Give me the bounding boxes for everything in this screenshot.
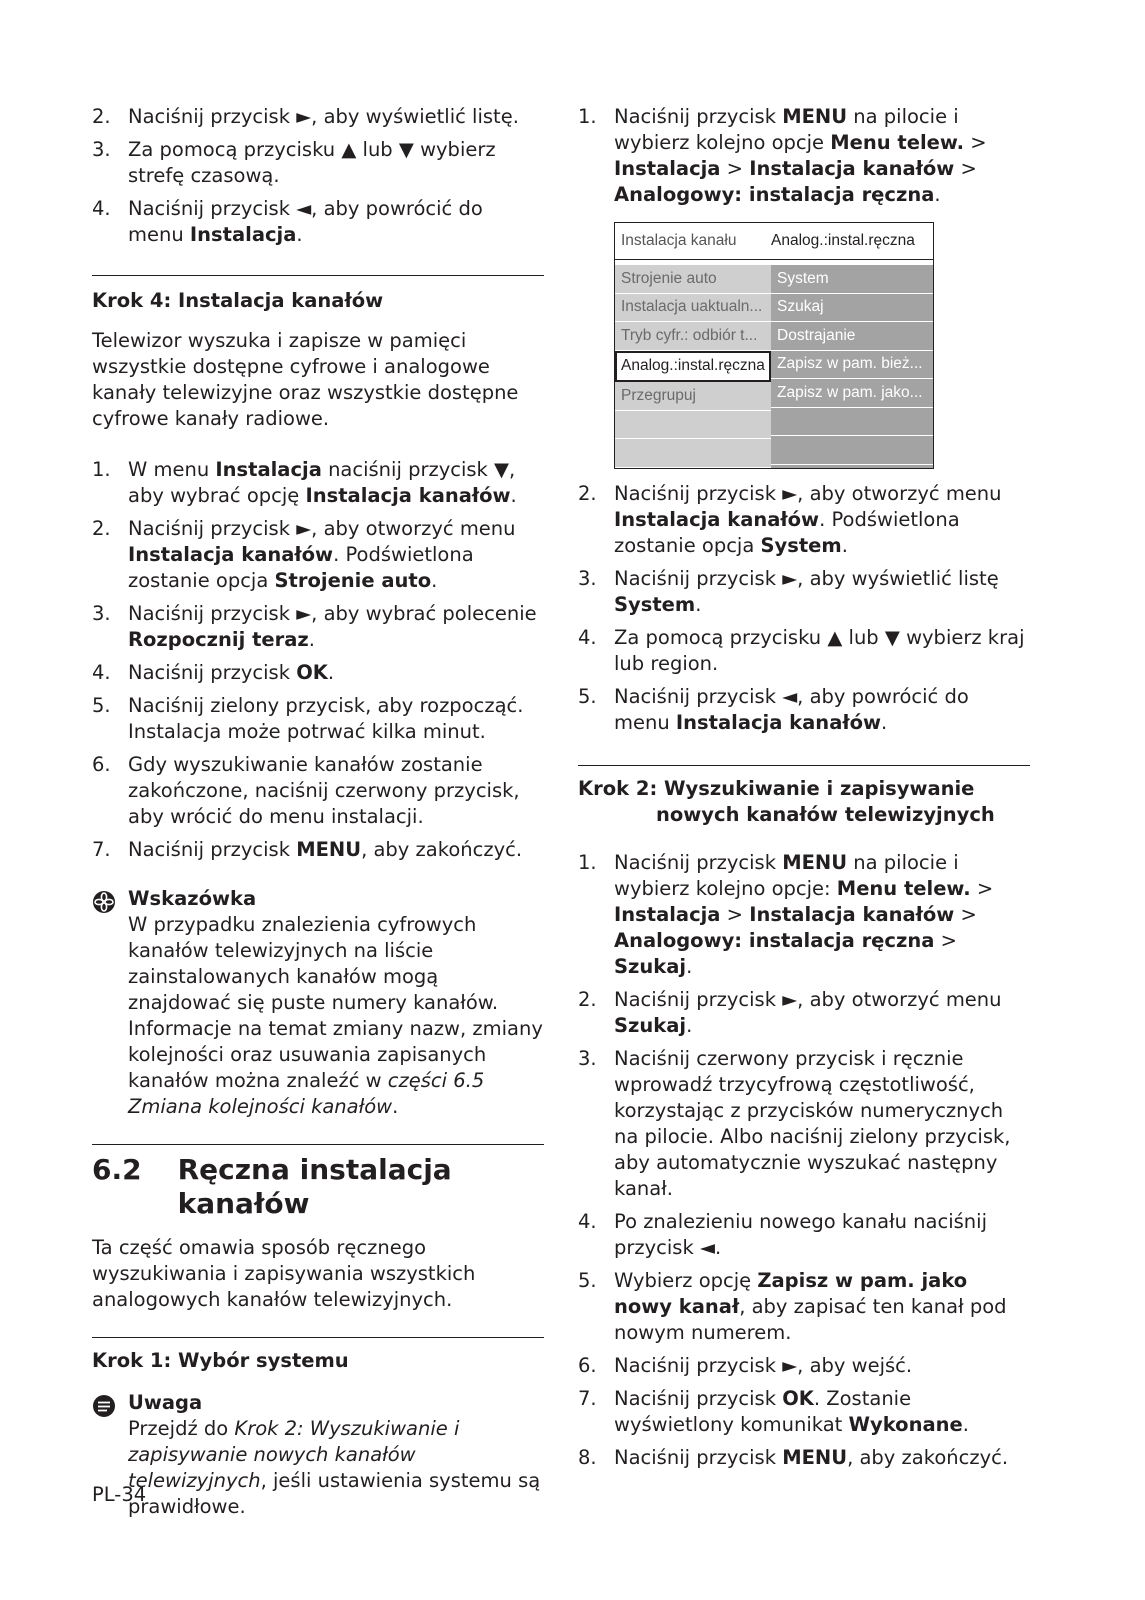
step-text [128, 517, 516, 592]
text-run: Naciśnij przycisk [614, 1386, 783, 1410]
section-description: Ta część omawia sposób ręcznego wyszukiwania i zapisywania wszystkich analogowych kanałów telewizyjnych. [92, 1236, 476, 1311]
text-run: . [881, 710, 888, 734]
text-run: , aby zakończyć. [847, 1445, 1009, 1469]
step-text [128, 838, 522, 861]
tv-menu-header-left: Instalacja kanału [621, 232, 737, 249]
step-number: 1. [578, 850, 597, 874]
step-text [614, 626, 1024, 675]
step-number: 4. [578, 1209, 597, 1233]
step-number: 5. [92, 694, 111, 717]
step-item [92, 196, 544, 248]
step-item [578, 104, 1030, 208]
tv-menu-item[interactable]: Przegrupuj [615, 382, 771, 411]
text-run: Po znalezieniu nowego kanału naciśnij przycisk ◄. [614, 1209, 987, 1259]
step-text [128, 694, 523, 743]
bold-term: OK [782, 1386, 814, 1410]
text-run: Naciśnij przycisk ►, aby otworzyć menu [614, 481, 1002, 505]
section-title: Ręczna instalacja kanałów [177, 1153, 452, 1220]
bold-term: Zapisz w pam. jako nowy kanał [614, 1268, 968, 1318]
tv-menu-item[interactable]: Instalacja uaktualn... [615, 294, 771, 323]
step-number: 2. [578, 987, 597, 1011]
step-item [92, 693, 544, 745]
text-run: Naciśnij przycisk [614, 105, 783, 128]
bold-term: Instalacja kanałów [749, 902, 955, 926]
tv-menu-left-list [615, 265, 771, 468]
text-run: Naciśnij przycisk [614, 1445, 783, 1469]
step-text [614, 482, 1002, 557]
text-run: Gdy wyszukiwanie kanałów zostanie zakończone, naciśnij czerwony przycisk, aby wrócić do menu instalacji. [128, 753, 520, 828]
step-number: 4. [92, 661, 111, 684]
step-item [578, 566, 1030, 618]
tip-text [128, 913, 543, 1118]
tv-menu-item[interactable]: Strojenie auto [615, 265, 771, 294]
step-item [578, 1046, 1030, 1202]
step-text [128, 602, 537, 651]
bold-term: Szukaj [614, 954, 687, 978]
page-number: PL-34 [92, 1483, 147, 1506]
text-run: naciśnij przycisk ▼, aby wybrać opcję [128, 458, 516, 507]
bold-term: MENU [782, 105, 848, 128]
text-run: > [964, 131, 987, 154]
tv-submenu-item[interactable] [771, 436, 933, 465]
bold-term: Instalacja [614, 902, 721, 926]
text-run: . Podświetlona zostanie opcja [614, 507, 960, 557]
step-number: 5. [578, 684, 597, 708]
text-run: Naciśnij przycisk ◄, aby powrócić do menu [128, 197, 483, 246]
text-run: . [686, 954, 693, 978]
text-run: . [841, 533, 848, 557]
search-steps [578, 850, 1030, 1471]
note-title: Uwaga [128, 1391, 203, 1414]
step-item [578, 481, 1030, 559]
tip-box [92, 886, 544, 1120]
tv-menu-body [615, 265, 933, 468]
text-run: , aby zapisać ten kanał pod nowym numerem. [614, 1294, 1007, 1344]
tip-title: Wskazówka [128, 887, 257, 910]
step-number: 2. [578, 481, 597, 505]
krok1-heading: Krok 1: Wybór systemu [92, 1349, 349, 1372]
krok2-heading-line2: nowych kanałów telewizyjnych [656, 802, 995, 826]
bold-term: Instalacja [215, 458, 322, 481]
text-run: . Podświetlona zostanie opcja [128, 543, 474, 592]
text-run: . [392, 1095, 399, 1118]
text-run: . [296, 223, 303, 246]
step-text [614, 1446, 1008, 1469]
text-run: Naciśnij przycisk [128, 661, 297, 684]
text-run: . [934, 183, 941, 206]
manual-steps-start [578, 104, 1030, 208]
tv-menu-header-right: Analog.:instal.ręczna [771, 232, 915, 249]
left-column [92, 104, 544, 1520]
text-run: Naciśnij przycisk ►, aby otworzyć menu [128, 517, 516, 540]
text-run: . [686, 1013, 693, 1037]
tv-menu-screenshot [614, 222, 934, 469]
text-run: , aby zakończyć. [361, 838, 523, 861]
bold-term: Instalacja [614, 157, 721, 180]
text-run: , jeśli ustawienia systemu są prawidłowe. [128, 1469, 541, 1518]
step-number: 5. [578, 1268, 597, 1292]
step-text [128, 753, 520, 828]
bold-term: Instalacja kanałów [614, 507, 820, 531]
bold-term: Analogowy: instalacja ręczna [614, 928, 935, 952]
bold-term: Wykonane [848, 1412, 963, 1436]
step-number: 3. [578, 1046, 597, 1070]
step-item [578, 1268, 1030, 1346]
bold-term: Rozpocznij teraz [128, 628, 309, 651]
step-text [128, 138, 496, 187]
text-run: . [327, 661, 335, 684]
text-run: na pilocie i wybierz kolejno opcje: [614, 850, 959, 900]
intro-steps [92, 104, 544, 248]
note-text [128, 1417, 540, 1518]
text-run: Wybierz opcję [614, 1268, 758, 1292]
step-text [614, 1047, 1011, 1200]
step-number: 6. [92, 753, 111, 776]
text-run: Naciśnij zielony przycisk, aby rozpocząć. Instalacja może potrwać kilka minut. [128, 694, 524, 743]
tv-menu-item[interactable] [615, 439, 771, 468]
step-text [614, 1387, 969, 1436]
step-number: 2. [92, 105, 111, 128]
step-text [614, 851, 993, 978]
tv-submenu-item[interactable]: Dostrajanie [771, 322, 933, 351]
step-text [614, 567, 999, 616]
system-steps [578, 481, 1030, 736]
text-run: Za pomocą przycisku ▲ lub ▼ wybierz strefę czasową. [128, 138, 496, 187]
step-number: 2. [92, 517, 111, 540]
bold-term: Menu telew. [836, 876, 971, 900]
step-text [614, 685, 969, 734]
note-icon [92, 1394, 116, 1418]
text-run: . Zostanie wyświetlony komunikat [614, 1386, 912, 1436]
step-item [92, 660, 544, 686]
text-run: Naciśnij przycisk ►, aby wyświetlić listę [614, 566, 999, 590]
step-item [92, 457, 544, 509]
bold-term: System [760, 533, 842, 557]
step-number: 4. [578, 625, 597, 649]
step-number: 6. [578, 1353, 597, 1377]
text-run: Naciśnij przycisk ►, aby wejść. [614, 1353, 913, 1377]
tv-submenu-item[interactable]: Zapisz w pam. jako... [771, 379, 933, 408]
step-item [578, 1353, 1030, 1379]
krok2-heading [578, 776, 1030, 828]
text-run: Naciśnij przycisk ◄, aby powrócić do menu [614, 684, 969, 734]
text-run: Naciśnij przycisk [128, 838, 297, 861]
text-run: Przejdź do [128, 1417, 235, 1440]
right-column [578, 104, 1030, 1478]
bold-term: Analogowy: instalacja ręczna [614, 183, 935, 206]
krok4-heading: Krok 4: Instalacja kanałów [92, 289, 384, 312]
bold-term: Strojenie auto [274, 569, 432, 592]
text-run: Za pomocą przycisku ▲ lub ▼ wybierz kraj lub region. [614, 625, 1025, 675]
tv-menu-header [615, 223, 933, 260]
step-item [92, 104, 544, 130]
step-item [578, 1386, 1030, 1438]
step-text [614, 105, 987, 206]
step-item [578, 684, 1030, 736]
text-run: Naciśnij przycisk [614, 850, 783, 874]
text-run: > [720, 902, 750, 926]
text-run: > [954, 902, 977, 926]
bold-term: Instalacja [189, 223, 297, 246]
bold-term: System [614, 592, 696, 616]
bold-term: Instalacja kanałów [749, 157, 955, 180]
tv-menu-item[interactable]: Tryb cyfr.: odbiór t... [615, 322, 771, 351]
bold-term: Menu telew. [830, 131, 965, 154]
text-run: > [954, 157, 977, 180]
step-text [128, 197, 483, 246]
step-item [578, 987, 1030, 1039]
step-item [92, 837, 544, 863]
tv-submenu-item[interactable] [771, 408, 933, 437]
step-number: 3. [578, 566, 597, 590]
step-item [92, 137, 544, 189]
step-number: 1. [92, 458, 111, 481]
step-text [614, 1269, 1007, 1344]
step-number: 3. [92, 602, 111, 625]
tv-menu-right-list [771, 265, 933, 468]
bold-term: MENU [782, 850, 848, 874]
text-run: na pilocie i wybierz kolejno opcje [614, 105, 959, 154]
text-run: W menu [128, 458, 216, 481]
tip-icon [92, 890, 116, 914]
bold-term: Instalacja kanałów [128, 543, 334, 566]
text-run: Naciśnij czerwony przycisk i ręcznie wprowadź trzycyfrową częstotliwość, korzystając z przycisków numerycznych na pilocie. Albo naciśnij zielony przycisk, aby automatycznie wyszukać następny kanał. [614, 1046, 1011, 1200]
tv-submenu-item[interactable]: Zapisz w pam. bież... [771, 351, 933, 380]
step-number: 7. [92, 838, 111, 861]
step-text [128, 458, 517, 507]
text-run: . [510, 484, 517, 507]
step-text [128, 105, 519, 128]
step-item [578, 1209, 1030, 1261]
text-run: > [720, 157, 750, 180]
step-number: 4. [92, 197, 111, 220]
bold-term: OK [296, 661, 328, 684]
cross-reference: Krok 2: Wyszukiwanie i zapisywanie nowych kanałów telewizyjnych [128, 1417, 460, 1492]
step-number: 3. [92, 138, 111, 161]
step-number: 8. [578, 1445, 597, 1469]
text-run: > [970, 876, 994, 900]
step-number: 7. [578, 1386, 597, 1410]
step-number: 1. [578, 105, 597, 128]
bold-term: Szukaj [614, 1013, 687, 1037]
krok4-description: Telewizor wyszuka i zapisze w pamięci wszystkie dostępne cyfrowe i analogowe kanały telewizyjne oraz wszystkie dostępne cyfrowe kanały radiowe. [92, 329, 519, 430]
note-box [92, 1390, 544, 1520]
text-run: Naciśnij przycisk ►, aby otworzyć menu [614, 987, 1002, 1011]
step-text [614, 1210, 987, 1259]
step-item [578, 850, 1030, 980]
step-item [92, 601, 544, 653]
bold-term: MENU [296, 838, 362, 861]
tv-submenu-item[interactable]: System [771, 265, 933, 294]
tv-submenu-item[interactable]: Szukaj [771, 294, 933, 323]
step-item [92, 516, 544, 594]
text-run: W przypadku znalezienia cyfrowych kanałów telewizyjnych na liście zainstalowanych kanałów mogą znajdować się puste numery kanałów. Informacje na temat zmiany nazw, zmiany kolejności oraz usuwania zapisanych kanałów można znaleźć w [128, 913, 543, 1092]
step-text [614, 1354, 912, 1377]
bold-term: Instalacja kanałów [675, 710, 881, 734]
bold-term: MENU [782, 1445, 848, 1469]
bold-term: Instalacja kanałów [305, 484, 511, 507]
section-number: 6.2 [92, 1153, 142, 1186]
step-item [92, 752, 544, 830]
step-text [128, 661, 334, 684]
text-run: . [695, 592, 702, 616]
text-run: . [962, 1412, 969, 1436]
section-heading [92, 1153, 544, 1221]
text-run: . [431, 569, 438, 592]
step-item [578, 1445, 1030, 1471]
tv-menu-item[interactable] [615, 411, 771, 440]
tv-menu-item-selected[interactable]: Analog.:instal.ręczna [615, 351, 771, 383]
step-text [614, 988, 1002, 1037]
krok2-heading-line1: Krok 2: Wyszukiwanie i zapisywanie [578, 776, 975, 800]
text-run: Naciśnij przycisk ►, aby wybrać polecenie [128, 602, 537, 625]
text-run: > [934, 928, 957, 952]
cross-reference: części 6.5 Zmiana kolejności kanałów [128, 1069, 485, 1118]
text-run: . [308, 628, 315, 651]
krok4-steps [92, 457, 544, 863]
step-item [578, 625, 1030, 677]
text-run: Naciśnij przycisk ►, aby wyświetlić listę. [128, 105, 519, 128]
